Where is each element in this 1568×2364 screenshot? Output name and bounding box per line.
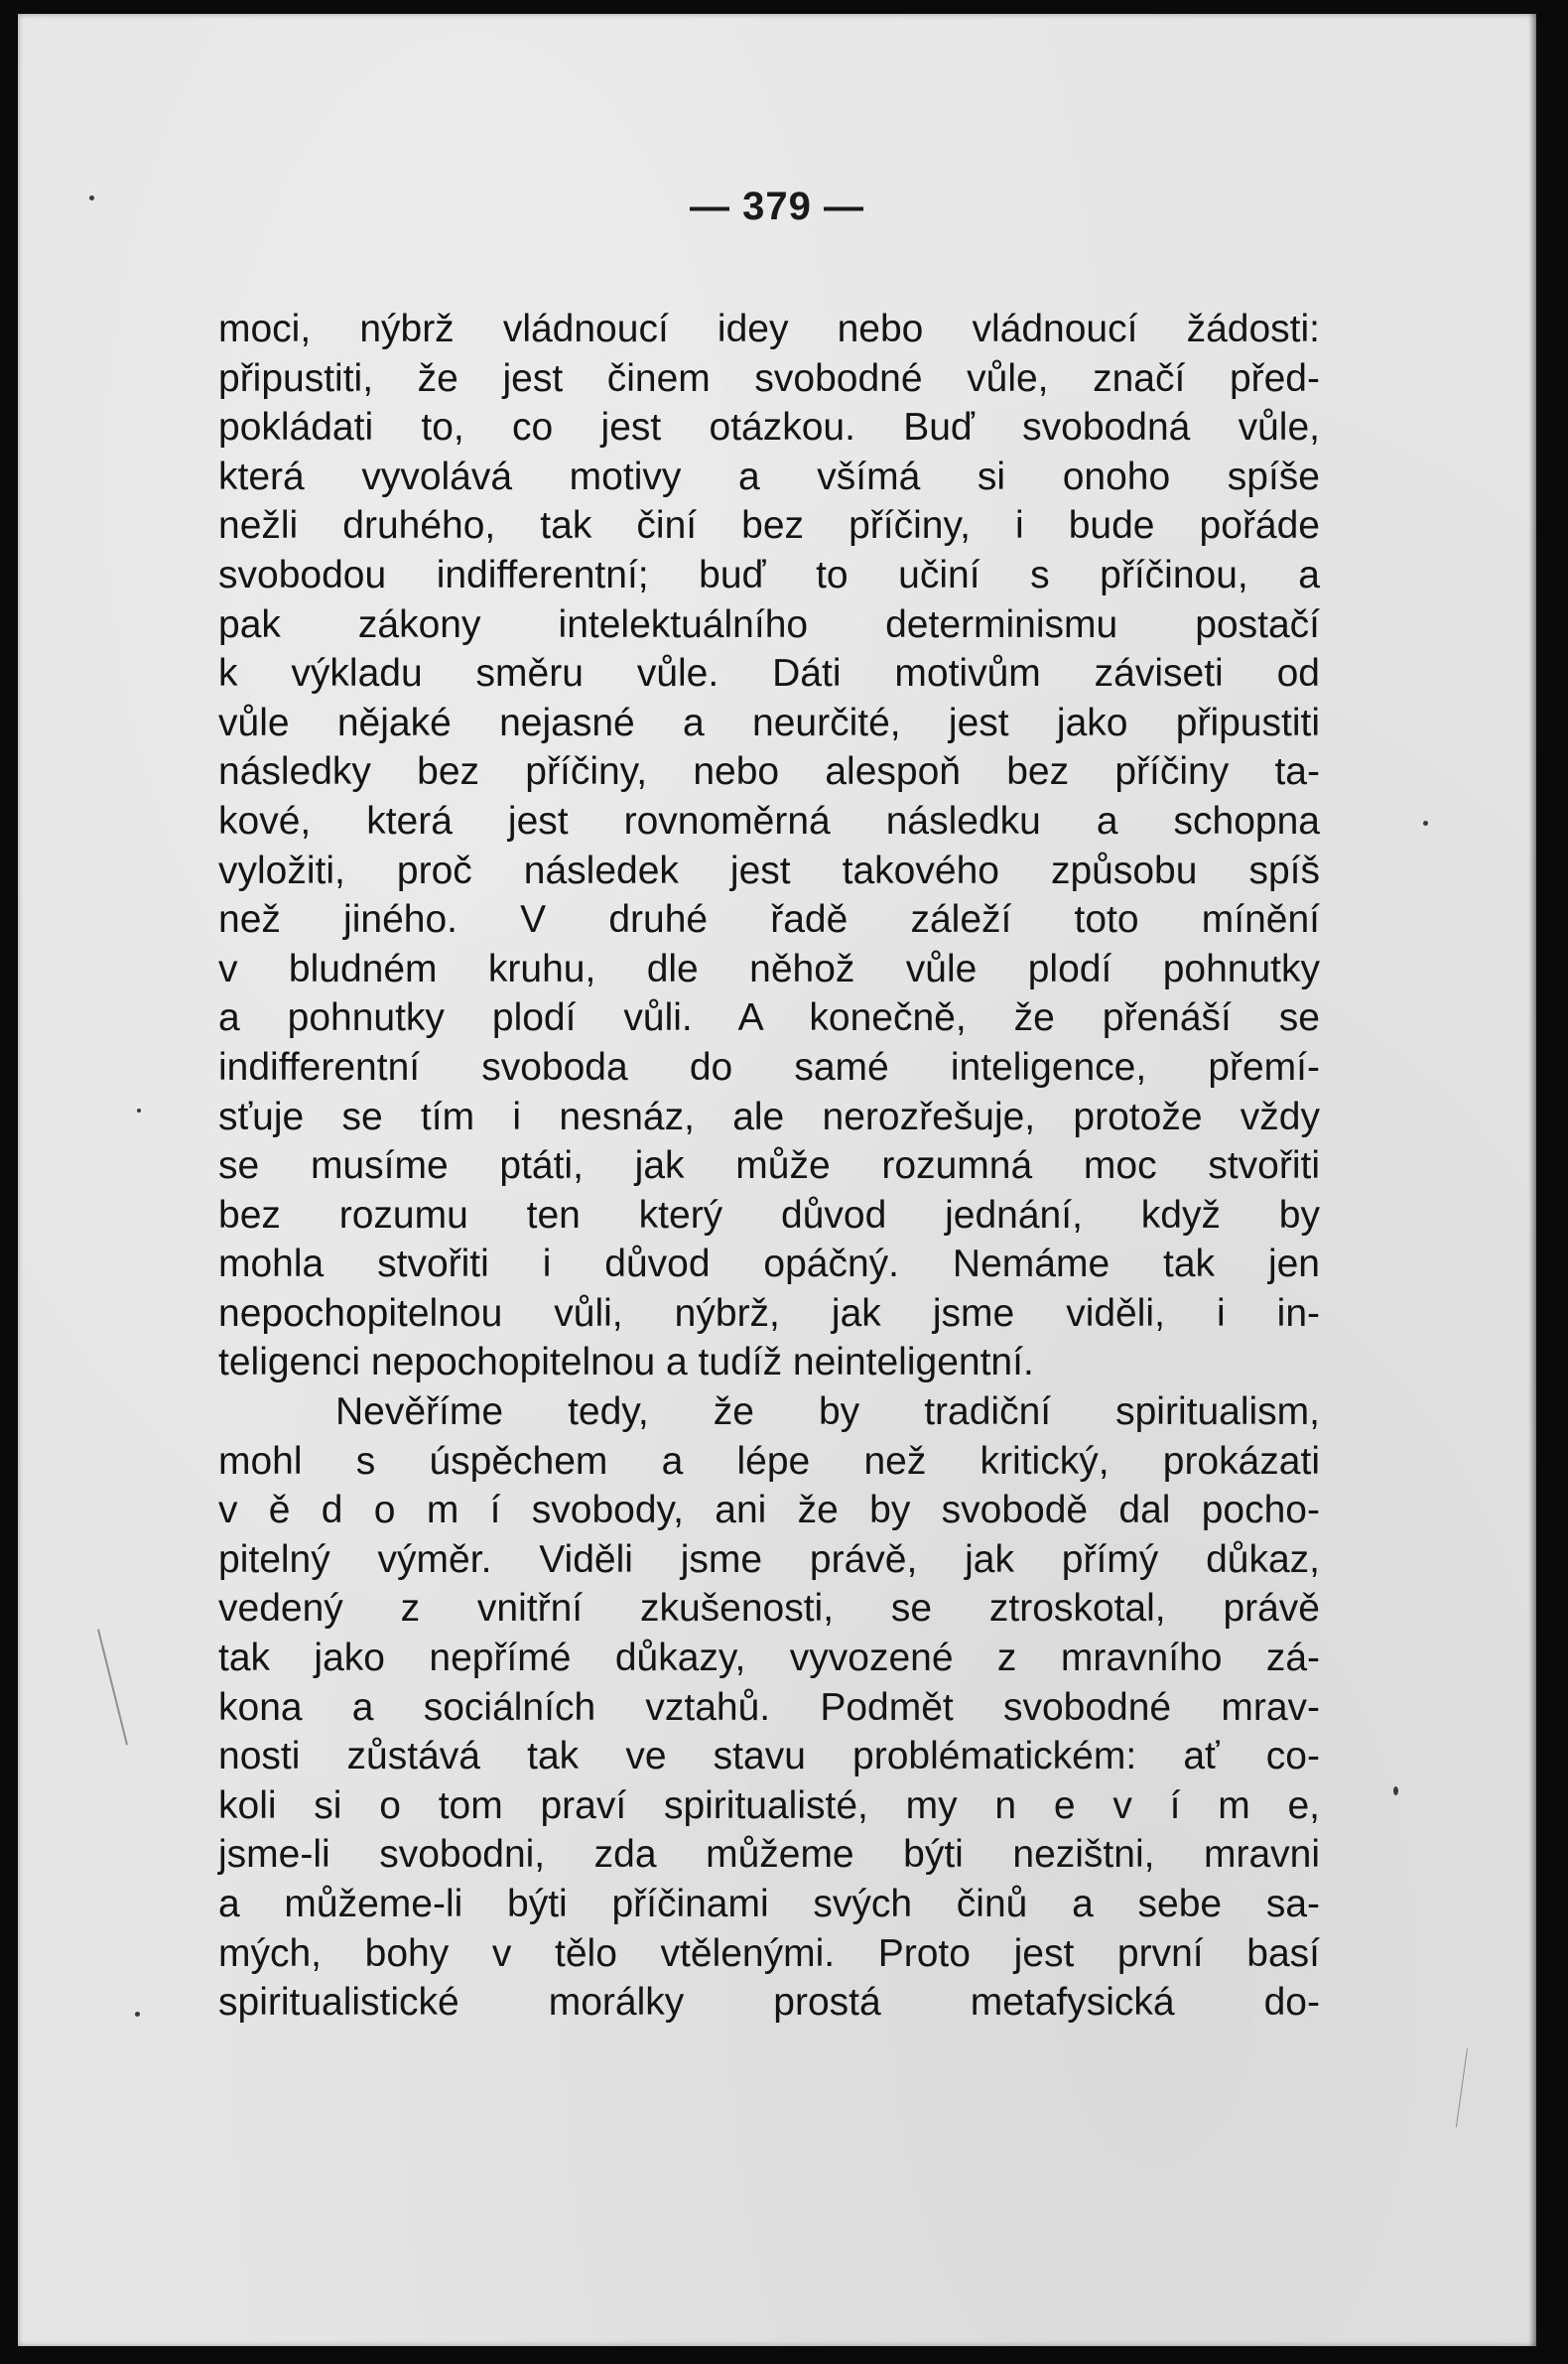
text-line: vyložiti, proč následek jest takového způsobu spíš <box>218 849 1320 892</box>
text-line: vůle nějaké nejasné a neurčité, jest jako připustiti <box>218 701 1320 744</box>
text-line: jsme-li svobodni, zda můžeme býti nezištni, mravni <box>218 1833 1320 1877</box>
text-line: pitelný výměr. Viděli jsme právě, jak přímý důkaz, <box>218 1537 1320 1581</box>
text-line: než jiného. V druhé řadě záleží toto mínění <box>218 898 1320 942</box>
text-line: se musíme ptáti, jak může rozumná moc stvořiti <box>218 1144 1320 1188</box>
text-line: v ě d o m í svobody, ani že by svobodě dal pocho- <box>218 1489 1320 1532</box>
text-line: mohla stvořiti i důvod opáčný. Nemáme tak jen <box>218 1243 1320 1286</box>
text-line: následky bez příčiny, nebo alespoň bez příčiny ta- <box>218 750 1320 794</box>
scan-speck <box>89 196 94 200</box>
text-line: spiritualistické morálky prostá metafysická do- <box>218 1981 1320 2025</box>
text-line: nosti zůstává tak ve stavu problématickém: ať co- <box>218 1735 1320 1778</box>
text-line: moci, nýbrž vládnoucí idey nebo vládnoucí žádosti: <box>218 308 1320 350</box>
paragraph-start-line: Nevěříme tedy, že by tradiční spiritualism, <box>335 1390 1320 1434</box>
text-line: bez rozumu ten který důvod jednání, když by <box>218 1193 1320 1237</box>
text-line: mých, bohy v tělo vtělenými. Proto jest první basí <box>218 1931 1320 1975</box>
scan-speck <box>1423 821 1428 826</box>
text-line: indifferentní svoboda do samé inteligence, přemí- <box>218 1045 1320 1089</box>
scan-scratch <box>97 1630 128 1746</box>
paragraph-end-line: teligenci nepochopitelnou a tudíž neinteligentní. <box>218 1341 1034 1384</box>
text-line: pokládati to, co jest otázkou. Buď svobodná vůle, <box>218 406 1320 450</box>
text-line: kové, která jest rovnoměrná následku a schopna <box>218 799 1320 843</box>
text-line: vedený z vnitřní zkušenosti, se ztroskotal, právě <box>218 1587 1320 1631</box>
scan-scratch <box>1456 2048 1468 2127</box>
text-line: tak jako nepřímé důkazy, vyvozené z mravního zá- <box>218 1637 1320 1680</box>
text-line: kona a sociálních vztahů. Podmět svobodné mrav- <box>218 1685 1320 1729</box>
text-line: k výkladu směru vůle. Dáti motivům záviseti od <box>218 652 1320 696</box>
scan-speck <box>137 1109 141 1113</box>
book-page <box>18 14 1536 2346</box>
text-line: a pohnutky plodí vůli. A konečně, že přenáší se <box>218 996 1320 1040</box>
scan-speck <box>1393 1786 1398 1795</box>
text-line: a můžeme-li býti příčinami svých činů a sebe sa- <box>218 1883 1320 1925</box>
scan-speck <box>135 2012 140 2017</box>
text-line: sťuje se tím i nesnáz, ale nerozřešuje, protože vždy <box>218 1095 1320 1138</box>
text-line: svobodou indifferentní; buď to učiní s příčinou, a <box>218 553 1320 596</box>
text-line: v bludném kruhu, dle něhož vůle plodí pohnutky <box>218 947 1320 990</box>
page-number: — 379 — <box>690 185 864 228</box>
text-line: nepochopitelnou vůli, nýbrž, jak jsme viděli, i in- <box>218 1291 1320 1335</box>
text-line: nežli druhého, tak činí bez příčiny, i bude pořáde <box>218 504 1320 548</box>
text-line: připustiti, že jest činem svobodné vůle, značí před- <box>218 356 1320 400</box>
text-line: pak zákony intelektuálního determinismu postačí <box>218 602 1320 646</box>
text-line: koli si o tom praví spiritualisté, my n e v í m e, <box>218 1783 1320 1827</box>
page-edge-shadow <box>1528 14 1536 2346</box>
text-line: mohl s úspěchem a lépe než kritický, prokázati <box>218 1439 1320 1483</box>
body-text <box>218 305 1320 2028</box>
text-line: která vyvolává motivy a všímá si onoho spíše <box>218 455 1320 498</box>
